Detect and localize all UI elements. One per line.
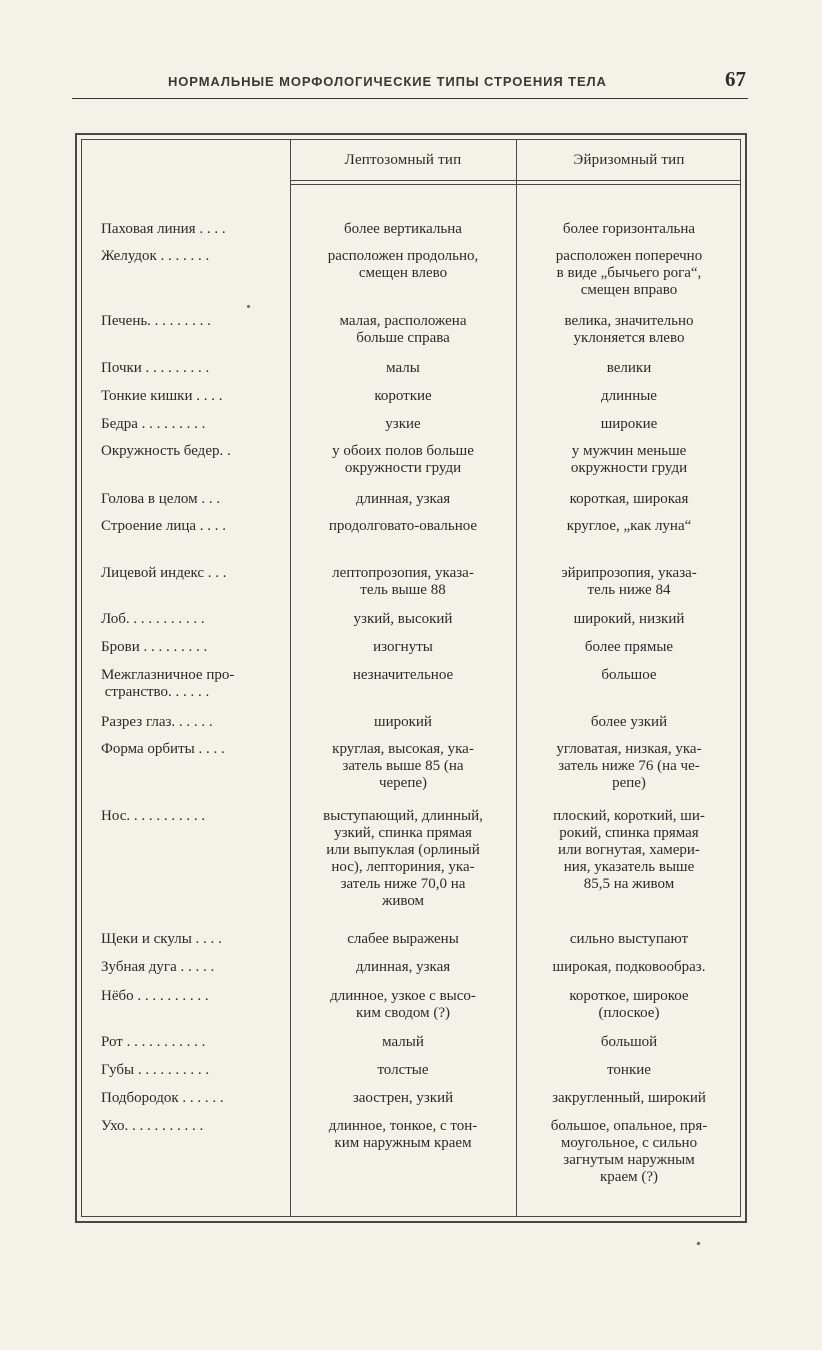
row-label: Паховая линия . . . . <box>101 221 226 237</box>
leptosomal-cell: малая, расположена больше справа <box>339 313 467 346</box>
eurysomal-cell: короткое, широкое (плоское) <box>569 988 689 1021</box>
row-label: Лоб. . . . . . . . . . . <box>101 611 205 627</box>
leptosomal-cell: малы <box>386 360 420 376</box>
eurysomal-cell: велики <box>606 360 652 376</box>
row-label: Бедра . . . . . . . . . <box>101 416 206 432</box>
eurysomal-cell: более прямые <box>584 639 674 655</box>
row-label: Зубная дуга . . . . . <box>101 959 215 975</box>
eurysomal-cell: угловатая, низкая, ука- затель ниже 76 (на че- репе) <box>556 741 702 791</box>
row-label: Брови . . . . . . . . . <box>101 639 208 655</box>
leptosomal-cell: расположен продольно, смещен влево <box>327 248 479 281</box>
leptosomal-cell: изогнуты <box>373 639 433 655</box>
leptosomal-cell: длинное, тонкое, с тон- ким наружным краем <box>328 1118 478 1151</box>
eurysomal-cell: широкий, низкий <box>573 611 685 627</box>
row-label: Окружность бедер. . <box>101 443 231 459</box>
eurysomal-cell: более горизонтальна <box>562 221 696 237</box>
eurysomal-cell: закругленный, широкий <box>552 1090 706 1106</box>
leptosomal-cell: слабее выражены <box>347 931 459 947</box>
eurysomal-cell: широкая, подковообраз. <box>552 959 706 975</box>
column-divider-right <box>516 140 517 1216</box>
eurysomal-cell: тонкие <box>607 1062 651 1078</box>
eurysomal-cell: расположен поперечно в виде „бычьего рога“, смещен вправо <box>555 248 703 298</box>
row-label: Лицевой индекс . . . <box>101 565 227 581</box>
stray-mark <box>247 305 250 308</box>
eurysomal-cell: большой <box>600 1034 658 1050</box>
eurysomal-cell: большое, опальное, пря- моугольное, с сильно загнутым наружным краем (?) <box>550 1118 708 1185</box>
leptosomal-cell: длинная, узкая <box>355 959 451 975</box>
leptosomal-cell: узкие <box>385 416 421 432</box>
leptosomal-cell: длинная, узкая <box>355 491 451 507</box>
row-label: Печень. . . . . . . . . <box>101 313 211 329</box>
leptosomal-cell: короткие <box>374 388 432 404</box>
leptosomal-cell: узкий, высокий <box>353 611 453 627</box>
leptosomal-cell: заострен, узкий <box>352 1090 454 1106</box>
running-title: НОРМАЛЬНЫЕ МОРФОЛОГИЧЕСКИЕ ТИПЫ СТРОЕНИЯ ТЕЛА <box>168 74 607 89</box>
leptosomal-cell: круглая, высокая, ука- затель выше 85 (на черепе) <box>332 741 474 791</box>
eurysomal-cell: большое <box>601 667 657 683</box>
leptosomal-cell: лептопрозопия, указа- тель выше 88 <box>332 565 474 598</box>
leptosomal-cell: незначительное <box>352 667 454 683</box>
row-label: Голова в целом . . . <box>101 491 221 507</box>
row-label: Строение лица . . . . <box>101 518 227 534</box>
header-rule-bottom <box>290 184 740 185</box>
eurysomal-cell: короткая, широкая <box>569 491 689 507</box>
leptosomal-cell: более вертикальна <box>344 221 462 237</box>
leptosomal-cell: выступающий, длинный, узкий, спинка прямая или выпуклая (орлиный нос), лепториния, ука- затель ниже 70,0 на живом <box>323 808 483 909</box>
eurysomal-cell: эйрипрозопия, указа- тель ниже 84 <box>561 565 697 598</box>
row-label: Нос. . . . . . . . . . . <box>101 808 206 824</box>
row-label: Желудок . . . . . . . <box>101 248 210 264</box>
row-label: Рот . . . . . . . . . . . <box>101 1034 206 1050</box>
row-label: Подбородок . . . . . . <box>101 1090 224 1106</box>
leptosomal-cell: продолговато-овальное <box>328 518 478 534</box>
eurysomal-cell: сильно выступают <box>569 931 689 947</box>
eurysomal-cell: круглое, „как луна“ <box>566 518 692 534</box>
table-header <box>82 140 740 188</box>
stray-speck <box>697 1242 701 1246</box>
column-divider-left <box>290 140 291 1216</box>
eurysomal-cell: длинные <box>601 388 657 404</box>
table-inner-border <box>81 139 741 1217</box>
header-rule-top <box>290 180 740 181</box>
leptosomal-cell: у обоих полов больше окружности груди <box>332 443 474 476</box>
row-label: Нёбо . . . . . . . . . . <box>101 988 209 1004</box>
comparison-table <box>75 133 747 1223</box>
eurysomal-cell: у мужчин меньше окружности груди <box>570 443 688 476</box>
eurysomal-cell: плоский, короткий, ши- рокий, спинка прямая или вогнутая, хамери- ния, указатель выше 85,5 на живом <box>553 808 705 892</box>
row-label: Почки . . . . . . . . . <box>101 360 210 376</box>
column-header-leptosomal: Лептозомный тип <box>344 152 462 168</box>
row-label: Разрез глаз. . . . . . <box>101 714 213 730</box>
eurysomal-cell: более узкий <box>590 714 668 730</box>
page-number: 67 <box>725 67 746 91</box>
row-label: Губы . . . . . . . . . . <box>101 1062 210 1078</box>
row-label: Тонкие кишки . . . . <box>101 388 223 404</box>
eurysomal-cell: широкие <box>600 416 658 432</box>
row-label: Межглазничное про- странство. . . . . . <box>101 667 235 700</box>
leptosomal-cell: широкий <box>374 714 432 730</box>
row-label: Щеки и скулы . . . . <box>101 931 222 947</box>
leptosomal-cell: длинное, узкое с высо- ким сводом (?) <box>330 988 476 1021</box>
eurysomal-cell: велика, значительно уклоняется влево <box>564 313 694 346</box>
running-header <box>72 62 748 99</box>
leptosomal-cell: толстые <box>377 1062 429 1078</box>
leptosomal-cell: малый <box>382 1034 424 1050</box>
column-header-eurysomal: Эйризомный тип <box>573 152 685 168</box>
row-label: Ухо. . . . . . . . . . . <box>101 1118 204 1134</box>
row-label: Форма орбиты . . . . <box>101 741 225 757</box>
